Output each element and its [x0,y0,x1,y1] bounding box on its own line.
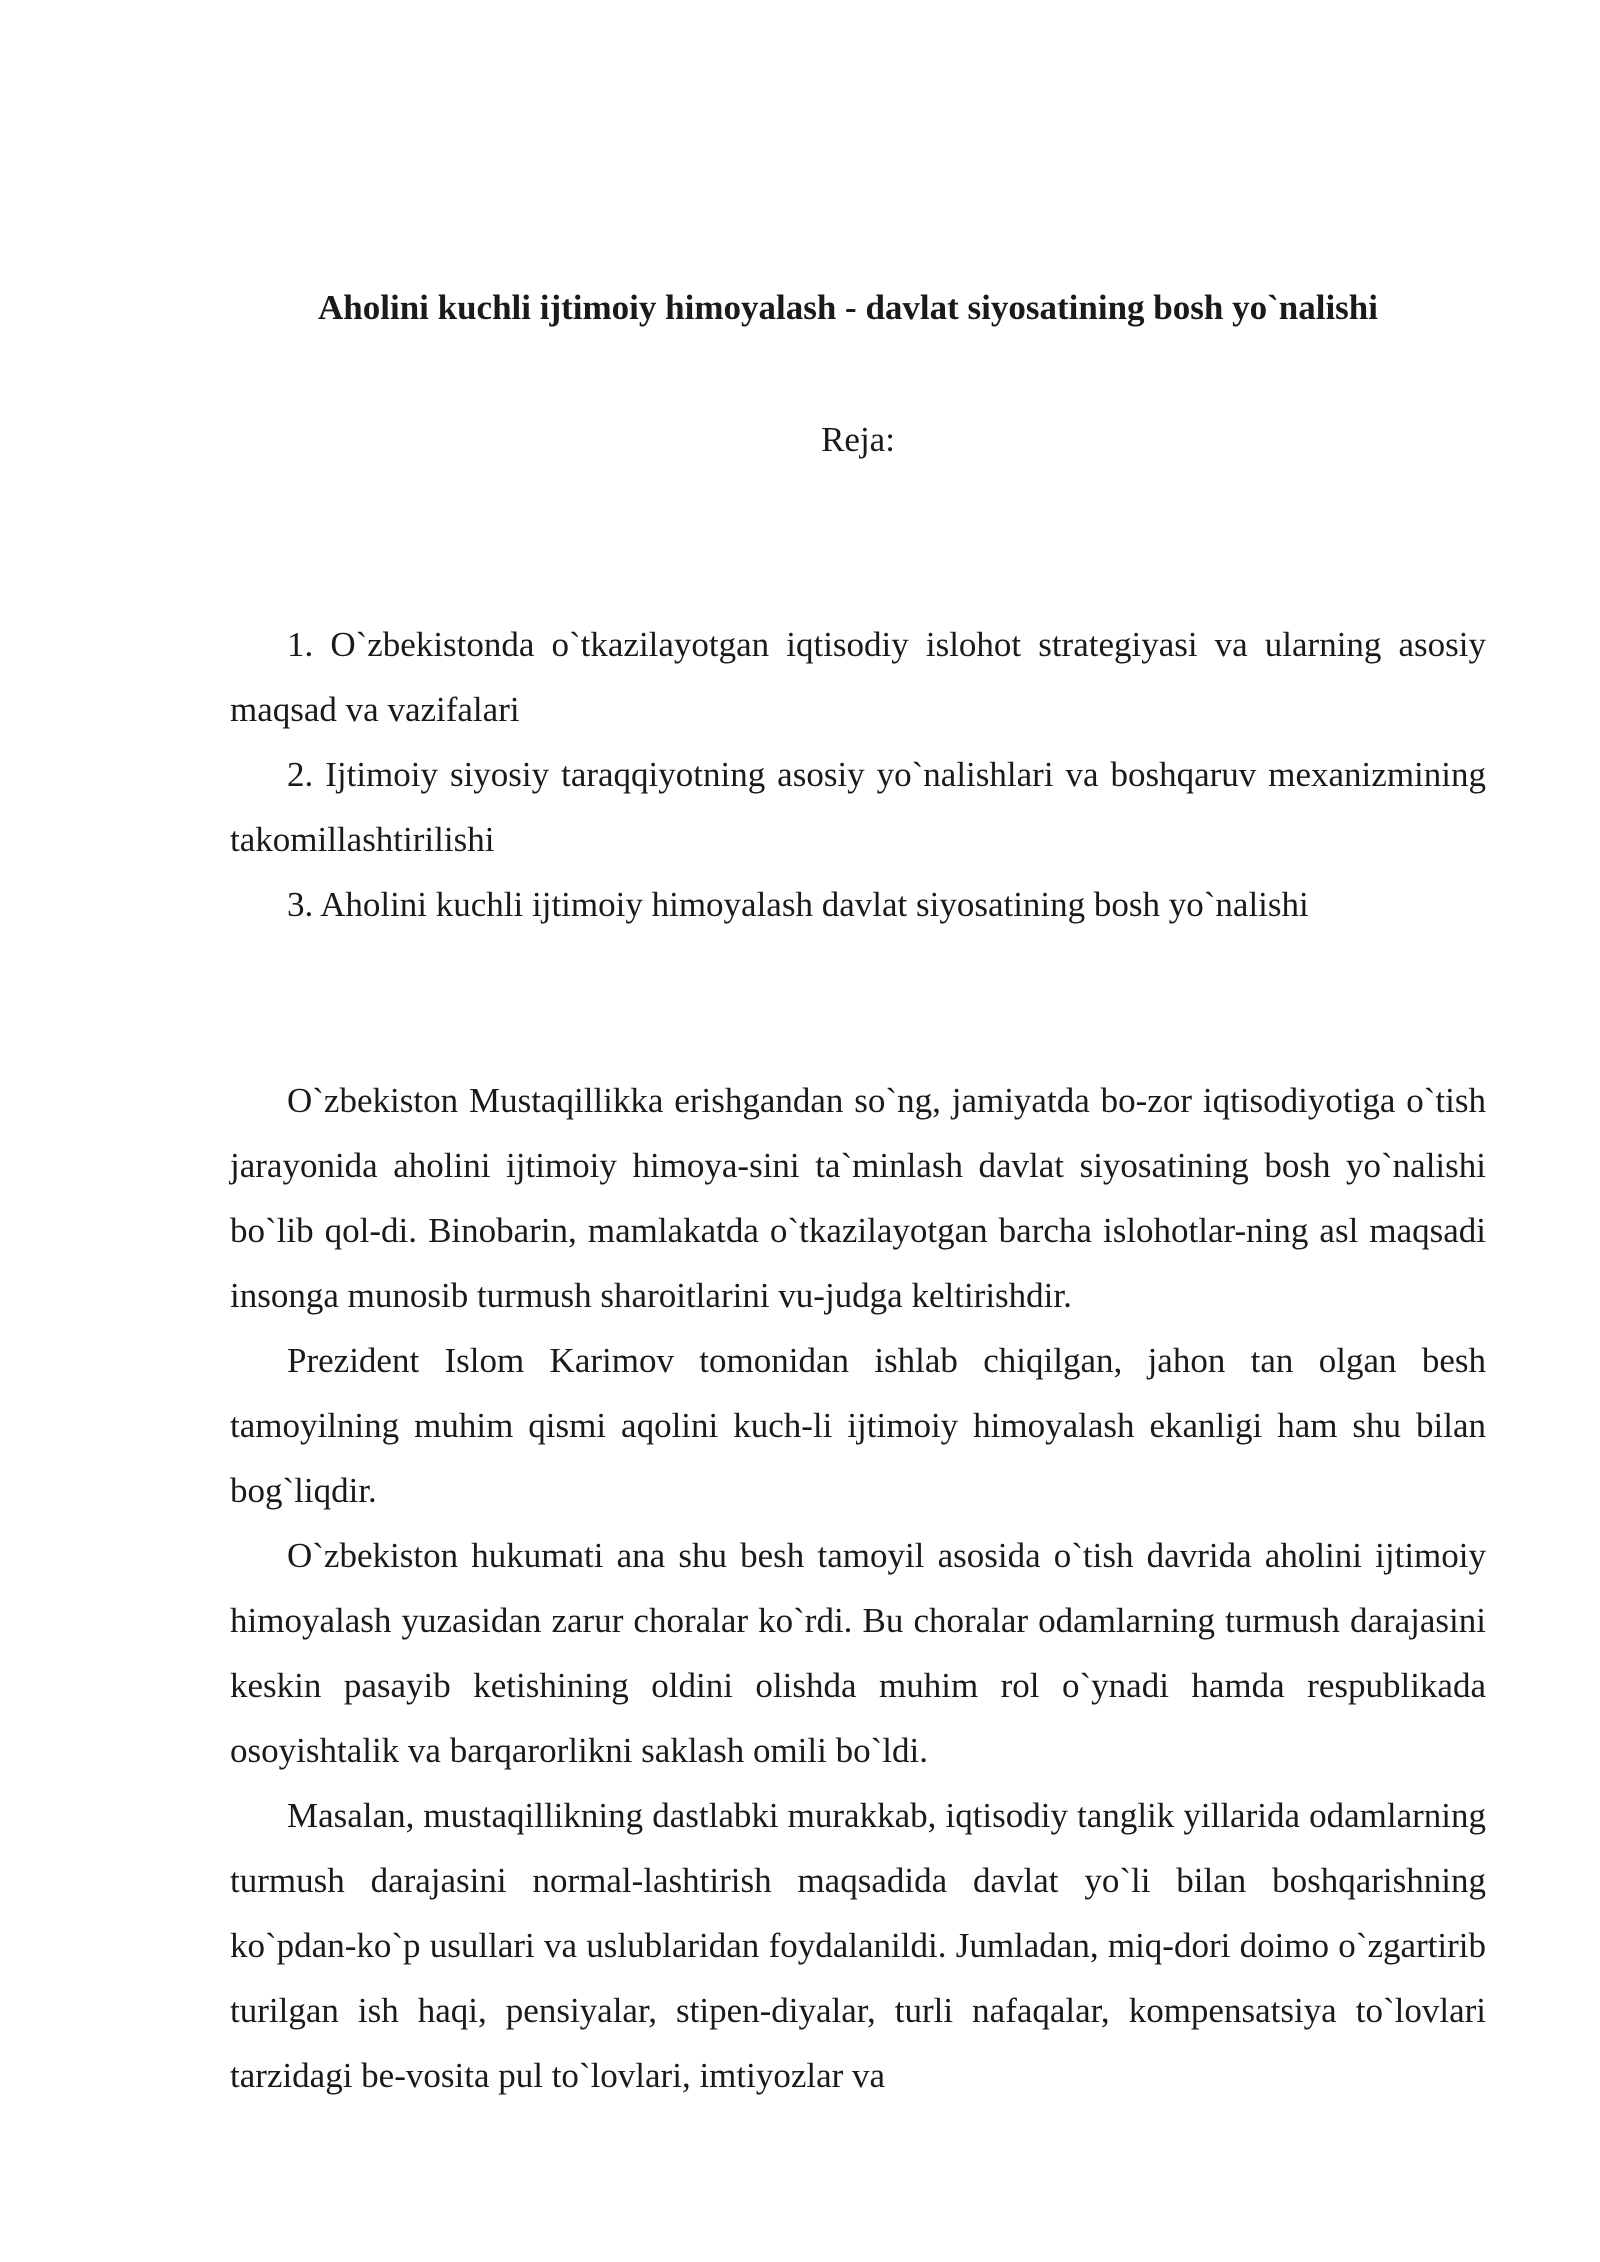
plan-heading: Reja: [821,420,895,459]
document-title: Aholini kuchli ijtimoiy himoyalash - davlat siyosatining bosh yo`nalishi [318,288,1378,327]
paragraph-2: Prezident Islom Karimov tomonidan ishlab chiqilgan, jahon tan olgan besh tamoyilning muhim qismi aqolini kuch-li ijtimoiy himoyalash ekanligi ham shu bilan bog`liqdir. [230,1341,1486,1510]
plan-item-3: 3. Aholini kuchli ijtimoiy himoyalash davlat siyosatining bosh yo`nalishi [287,885,1309,924]
plan-item-2: 2. Ijtimoiy siyosiy taraqqiyotning asosiy yo`nalishlari va boshqaruv mexanizmining takomillashtirilishi [230,755,1486,859]
body-text [230,1068,1486,2108]
paragraph-1: O`zbekiston Mustaqillikka erishgandan so`ng, jamiyatda bo-zor iqtisodiyotiga o`tish jarayonida aholini ijtimoiy himoya-sini ta`minlash davlat siyosatining bosh yo`nalishi bo`lib qol-di. Binobarin, mamlakatda o`tkazilayotgan barcha islohotlar-ning asl maqsadi insonga munosib turmush sharoitlarini vu-judga keltirishdir. [230,1081,1486,1315]
plan-list [230,612,1486,937]
paragraph-4: Masalan, mustaqillikning dastlabki murakkab, iqtisodiy tanglik yillarida odamlarning turmush darajasini normal-lashtirish maqsadida davlat yo`li bilan boshqarishning ko`pdan-ko`p usullari va uslublaridan foydalanildi. Jumladan, miq-dori doimo o`zgartirib turilgan ish haqi, pensiyalar, stipen-diyalar, turli nafaqalar, kompensatsiya to`lovlari tarzidagi be-vosita pul to`lovlari, imtiyozlar va [230,1796,1486,2095]
plan-item-1: 1. O`zbekistonda o`tkazilayotgan iqtisodiy islohot strategiyasi va ularning asosiy maqsad va vazifalari [230,625,1486,729]
paragraph-3: O`zbekiston hukumati ana shu besh tamoyil asosida o`tish davrida aholini ijtimoiy himoyalash yuzasidan zarur choralar ko`rdi. Bu choralar odamlarning turmush darajasini keskin pasayib ketishining oldini olishda muhim rol o`ynadi hamda respublikada osoyishtalik va barqarorlikni saklash omili bo`ldi. [230,1536,1486,1770]
